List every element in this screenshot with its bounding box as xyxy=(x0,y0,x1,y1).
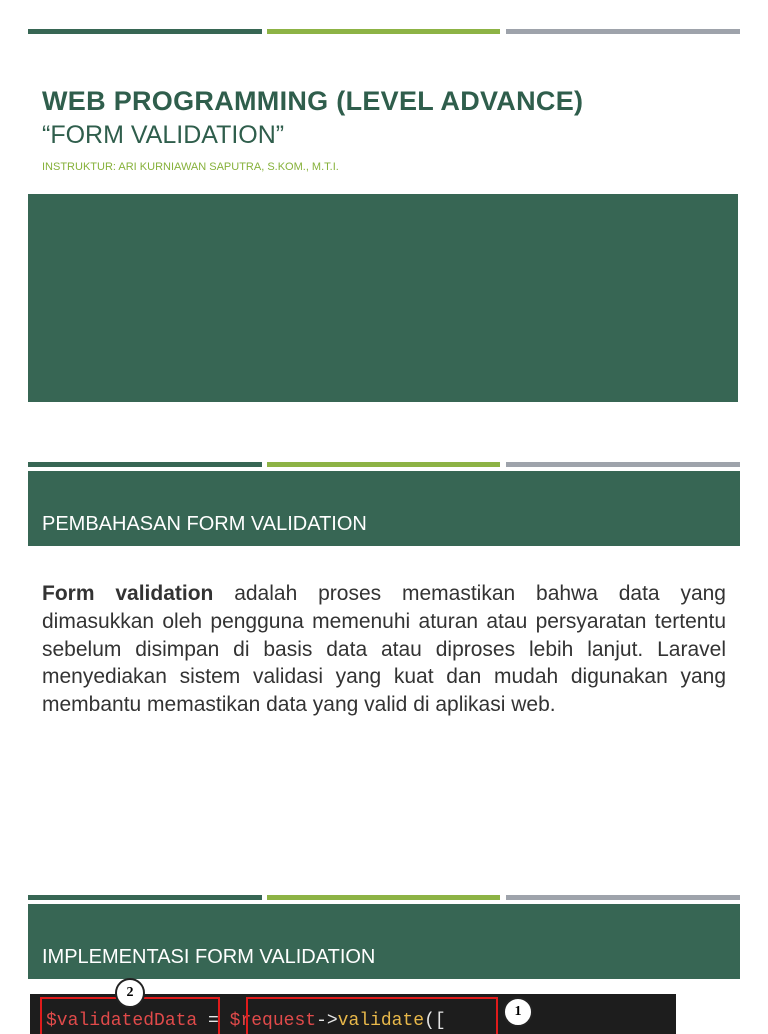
section-heading: IMPLEMENTASI FORM VALIDATION xyxy=(42,946,376,968)
code-token-request: $request xyxy=(229,1011,317,1031)
section-heading: PEMBAHASAN FORM VALIDATION xyxy=(42,513,367,535)
code-token-validate: validate xyxy=(337,1011,425,1031)
slide-subtitle: “FORM VALIDATION” xyxy=(42,121,285,149)
code-token-tail: ([ xyxy=(424,1011,446,1031)
divider-dark xyxy=(28,29,262,34)
code-token-validated-data: $validatedData xyxy=(46,1011,198,1031)
divider-green xyxy=(267,29,500,34)
divider-gray xyxy=(506,462,740,467)
body-paragraph xyxy=(42,580,726,719)
divider-dark xyxy=(28,462,262,467)
callout-badge-2: 2 xyxy=(115,978,145,1008)
code-token-operator: = xyxy=(197,1011,230,1031)
callout-badge-1: 1 xyxy=(503,997,533,1027)
highlight-box-request-validate xyxy=(246,997,498,1034)
paragraph-text: adalah proses memastikan bahwa data yang dimasukkan oleh pengguna memenuhi aturan atau persyaratan tertentu sebelum disimpan di basis data atau diproses lebih lanjut. Laravel menyediakan sistem validasi yang kuat dan mudah digunakan yang membantu memastikan data yang valid di aplikasi web. xyxy=(42,582,726,717)
section-header-band xyxy=(28,904,740,979)
divider-gray xyxy=(506,895,740,900)
divider-gray xyxy=(506,29,740,34)
title-hero-block xyxy=(28,194,738,402)
slide-title: WEB PROGRAMMING (LEVEL ADVANCE) xyxy=(42,86,584,116)
instructor-line: INSTRUKTUR: ARI KURNIAWAN SAPUTRA, S.KOM., M.T.I. xyxy=(42,161,339,173)
divider-green xyxy=(267,462,500,467)
term-bold: Form validation xyxy=(42,582,214,605)
divider-green xyxy=(267,895,500,900)
code-token-arrow: -> xyxy=(316,1011,338,1031)
divider-dark xyxy=(28,895,262,900)
section-header-band xyxy=(28,471,740,546)
